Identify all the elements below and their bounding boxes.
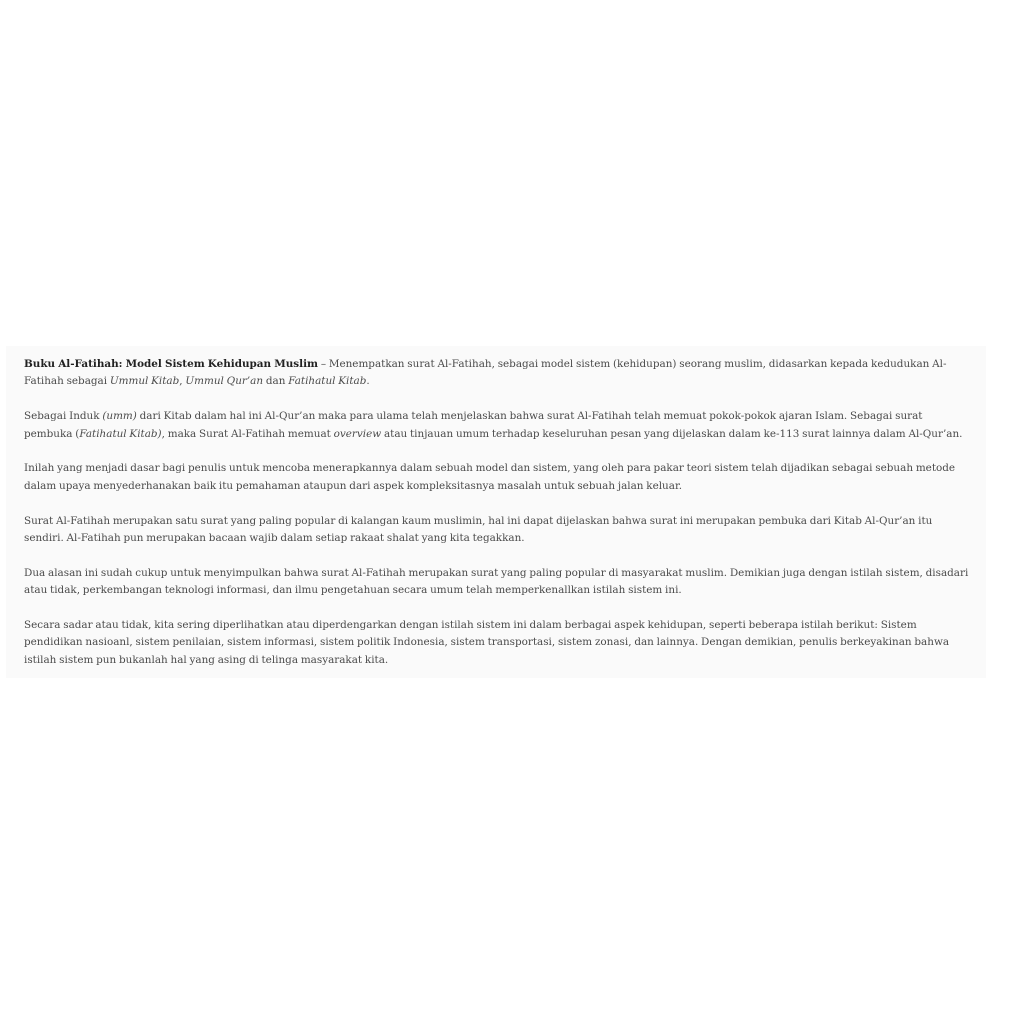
term-overview: overview <box>333 427 382 440</box>
term-ummul-quran: Ummul Qur’an <box>185 375 264 388</box>
intro-text: – Menempatkan surat Al-Fatihah, sebagai model sistem (kehidupan) seorang muslim, didasarkan kepada kedudukan Al-Fatihah sebagai <box>24 358 947 388</box>
induk-text-b: dari Kitab dalam hal ini Al-Qur’an maka para ulama telah menjelaskan bahwa surat Al-Fatihah telah memuat pokok-pokok ajaran Islam. Sebagai surat pembuka ( <box>24 410 923 440</box>
paragraph-induk <box>24 408 972 443</box>
article-description <box>6 346 986 678</box>
paragraph-sadar: Secara sadar atau tidak, kita sering diperlihatkan atau diperdengarkan dengan istilah sistem ini dalam berbagai aspek kehidupan, seperti beberapa istilah berikut: Sistem pendidikan nasioanl, sistem penilaian, sistem informasi, sistem politik Indonesia, sistem transportasi, sistem zonasi, dan lainnya. Dengan demikian, penulis berkeyakinan bahwa istilah sistem pun bukanlah hal yang asing di telinga masyarakat kita. <box>24 619 950 666</box>
paragraph-intro <box>24 356 972 391</box>
term-umm: (umm) <box>102 410 137 423</box>
paragraph-dasar: Inilah yang menjadi dasar bagi penulis untuk mencoba menerapkannya dalam sebuah model dan sistem, yang oleh para pakar teori sistem telah dijadikan sebagai sebuah metode dalam upaya menyederhanakan baik itu pemahaman ataupun dari aspek kompleksitasnya masalah untuk sebuah jalan keluar. <box>24 462 956 492</box>
paragraph-popular: Surat Al-Fatihah merupakan satu surat yang paling popular di kalangan kaum muslimin, hal ini dapat dijelaskan bahwa surat ini merupakan pembuka dari Kitab Al-Qur’an itu sendiri. Al-Fatihah pun merupakan bacaan wajib dalam setiap rakaat shalat yang kita tegakkan. <box>24 514 933 545</box>
induk-text-a: Sebagai Induk <box>24 410 103 423</box>
paragraph-alasan: Dua alasan ini sudah cukup untuk menyimpulkan bahwa surat Al-Fatihah merupakan surat yang paling popular di masyarakat muslim. Demikian juga dengan istilah sistem, disadari atau tidak, perkembangan teknologi informasi, dan ilmu pengetahuan secara umum telah memperkenallkan istilah sistem ini. <box>24 566 969 597</box>
induk-text-d: atau tinjauan umum terhadap keseluruhan pesan yang dijelaskan dalam ke-113 surat lainnya dalam Al-Qur’an. <box>381 427 963 440</box>
connector-text: dan <box>263 375 289 388</box>
end-text: . <box>366 375 370 388</box>
term-ummul-kitab: Ummul Kitab <box>109 375 180 388</box>
term-fatihatul-kitab: Fatihatul Kitab <box>288 375 367 388</box>
term-fatihatul-kitab-2: Fatihatul Kitab) <box>79 427 162 440</box>
book-title: Buku Al-Fatihah: Model Sistem Kehidupan Muslim <box>24 358 319 370</box>
separator-text: , <box>179 375 186 388</box>
induk-text-c: , maka Surat Al-Fatihah memuat <box>161 427 334 440</box>
